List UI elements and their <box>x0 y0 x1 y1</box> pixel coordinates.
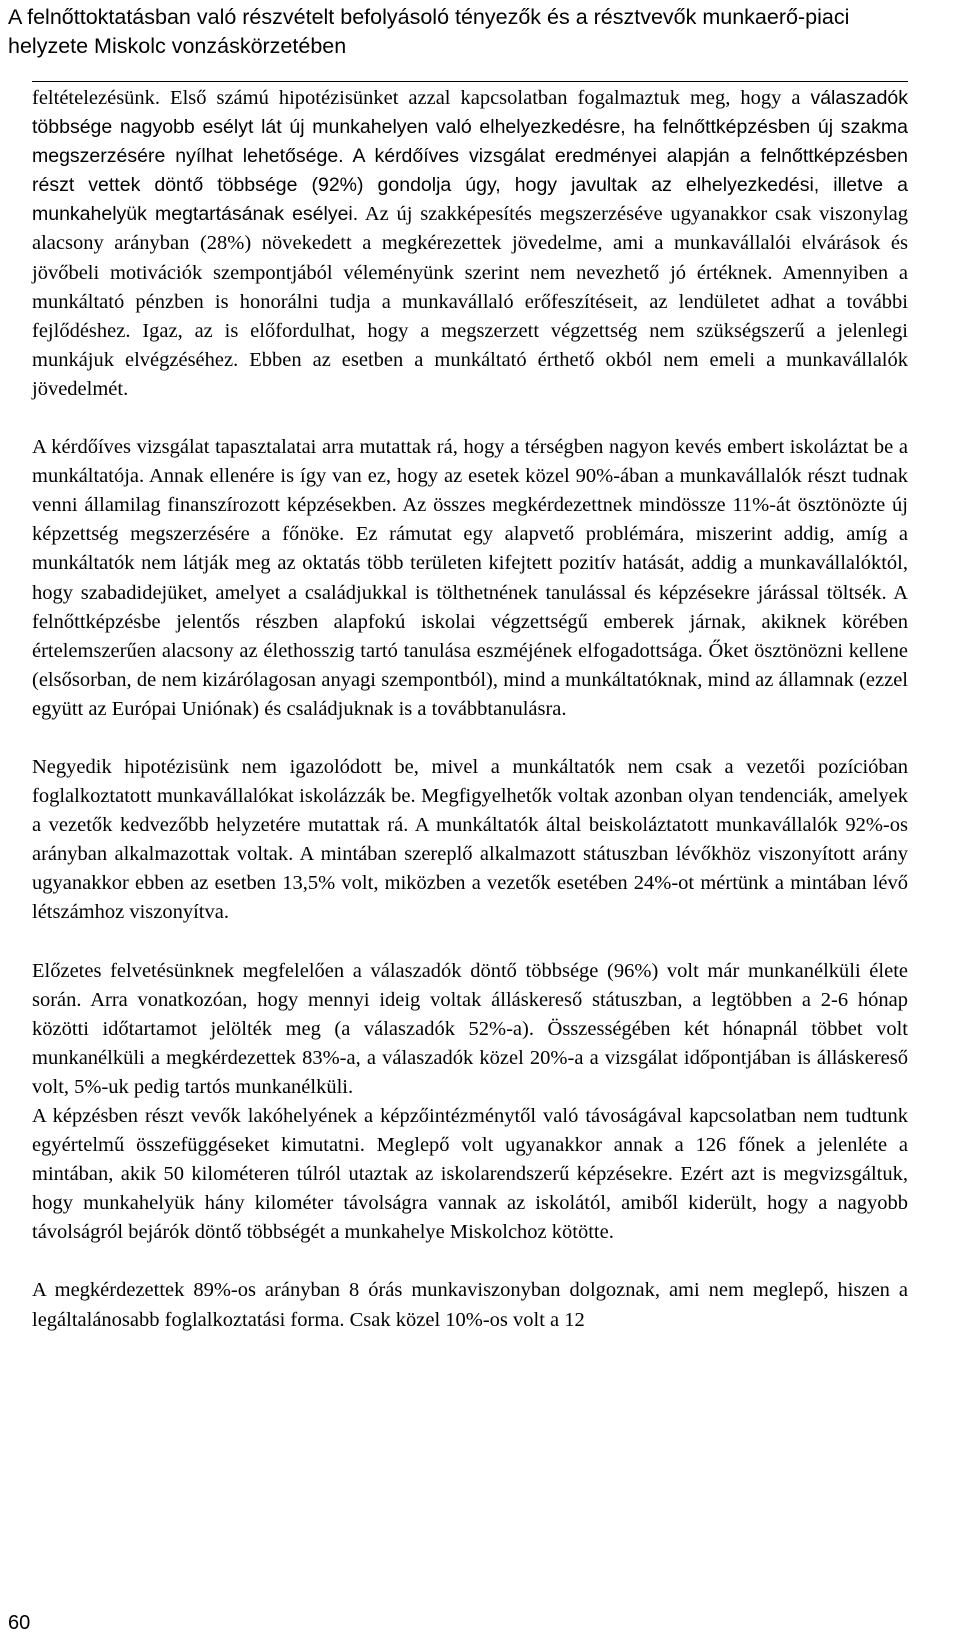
paragraph-1-part-2: válaszadók többsége nagyobb esélyt lát új munkahelyen való elhelyezkedésre, ha felnőttképzésben új szakma megszerzésére nyílhat lehetősége. A kérdőíves vizsgálat eredményei alapján a felnőttképzésben részt vettek döntő többsége (92%) gondolja úgy, hogy javultak az elhelyezkedési, illetve a munkahelyük megtartásának esélyei. <box>32 87 909 226</box>
header-rule <box>32 81 908 82</box>
paragraph-2: A kérdőíves vizsgálat tapasztalatai arra mutattak rá, hogy a térségben nagyon kevés embert iskoláztat be a munkáltatója. Annak ellenére is így van ez, hogy az esetek közel 90%-ában a munkavállalók részt tudnak venni államilag finanszírozott képzésekben. Az összes megkérdezettnek mindössze 11%-át ösztönözte új képzettség megszerzésére a főnöke. Ez rámutat egy alapvető problémára, miszerint addig, amíg a munkáltatók nem látják meg az oktatás több területen kifejtett pozitív hatását, addig a munkavállalóktól, hogy szabadidejüket, amelyet a családjukkal is tölthetnének tanulással és képzésekre járással töltsék. A felnőttképzésbe jelentős részben alapfokú iskolai végzettségű emberek járnak, akiknek körében értelemszerűen alacsony az élethosszig tartó tanulása eszméjének elfogadottsága. Őket ösztönözni kellene (elsősorban, de nem kizárólagosan anyagi szempontból), mind a munkáltatóknak, mind az államnak (ezzel együtt az Európai Uniónak) és családjuknak is a továbbtanulásra. <box>32 436 908 720</box>
paragraph-1-part-1: feltételezésünk. Első számú hipotézisünket azzal kapcsolatban fogalmaztuk meg, hogy a <box>32 87 801 109</box>
paragraph-1-part-3: Az új szakképesítés megszerzéséve ugyanakkor csak viszonylag alacsony arányban (28%) növekedett a megkérezettek jövedelme, ami a munkavállalói elvárások és jövőbeli motivációk szempontjából véleményünk szerint nem nevezhető jó értéknek. Amennyiben a munkáltató pénzben is honorálni tudja a munkavállaló erőfeszítéseit, az lendületet adhat a további fejlődéshez. Igaz, az is előfordulhat, hogy a megszerzett végzettség nem szükségszerű a jelenlegi munkájuk elvégzéséhez. Ebben az esetben a munkáltató érthető okból nem emeli a munkavállalók jövedelmét. <box>32 203 908 400</box>
paragraph-5: A képzésben részt vevők lakóhelyének a képzőintézménytől való távoságával kapcsolatban nem tudtunk egyértelmű összefüggéseket kimutatni. Meglepő volt ugyanakkor annak a 126 főnek a jelenléte a mintában, akik 50 kilométeren túlról utaztak az iskolarendszerű képzésekre. Ezért azt is megvizsgáltuk, hogy munkahelyük hány kilométer távolságra vannak az iskolától, amiből kiderült, hogy a nagyobb távolságról bejárók döntő többségét a munkahelye Miskolchoz kötötte. <box>32 1105 908 1244</box>
paragraph-1 <box>32 84 908 404</box>
page-number: 60 <box>8 1612 31 1634</box>
paragraph-3: Negyedik hipotézisünk nem igazolódott be, mivel a munkáltatók nem csak a vezetői pozícióban foglalkoztatott munkavállalókat iskolázzák be. Megfigyelhetők voltak azonban olyan tendenciák, amelyek a vezetők kedvezőbb helyzetére mutattak rá. A munkáltatók által beiskoláztatott munkavállalók 92%-os arányban alkalmazottak voltak. A mintában szereplő alkalmazott státuszban lévőkhöz viszonyított arány ugyanakkor ebben az esetben 13,5% volt, miközben a vezetők esetében 24%-ot mértünk a mintában lévő létszámhoz viszonyítva. <box>32 755 908 924</box>
body-text <box>32 84 908 1335</box>
paragraph-4: Előzetes felvetésünknek megfelelően a válaszadók döntő többsége (96%) volt már munkanélküli élete során. Arra vonatkozóan, hogy mennyi ideig voltak álláskereső státuszban, a legtöbben a 2-6 hónap közötti időtartamot jelölték meg (a válaszadók 52%-a). Összességében két hónapnál többet volt munkanélküli a megkérdezettek 83%-a, a válaszadók közel 20%-a a vizsgálat időpontjában is álláskereső volt, 5%-uk pedig tartós munkanélküli. <box>32 959 908 1098</box>
running-header: A felnőttoktatásban való részvételt befolyásoló tényezők és a résztvevők munkaerő-piaci helyzete Miskolc vonzáskörzetében <box>8 5 850 58</box>
paragraph-6: A megkérdezettek 89%-os arányban 8 órás munkaviszonyban dolgoznak, ami nem meglepő, hiszen a legáltalánosabb foglalkoztatási forma. Csak közel 10%-os volt a 12 <box>32 1279 908 1331</box>
